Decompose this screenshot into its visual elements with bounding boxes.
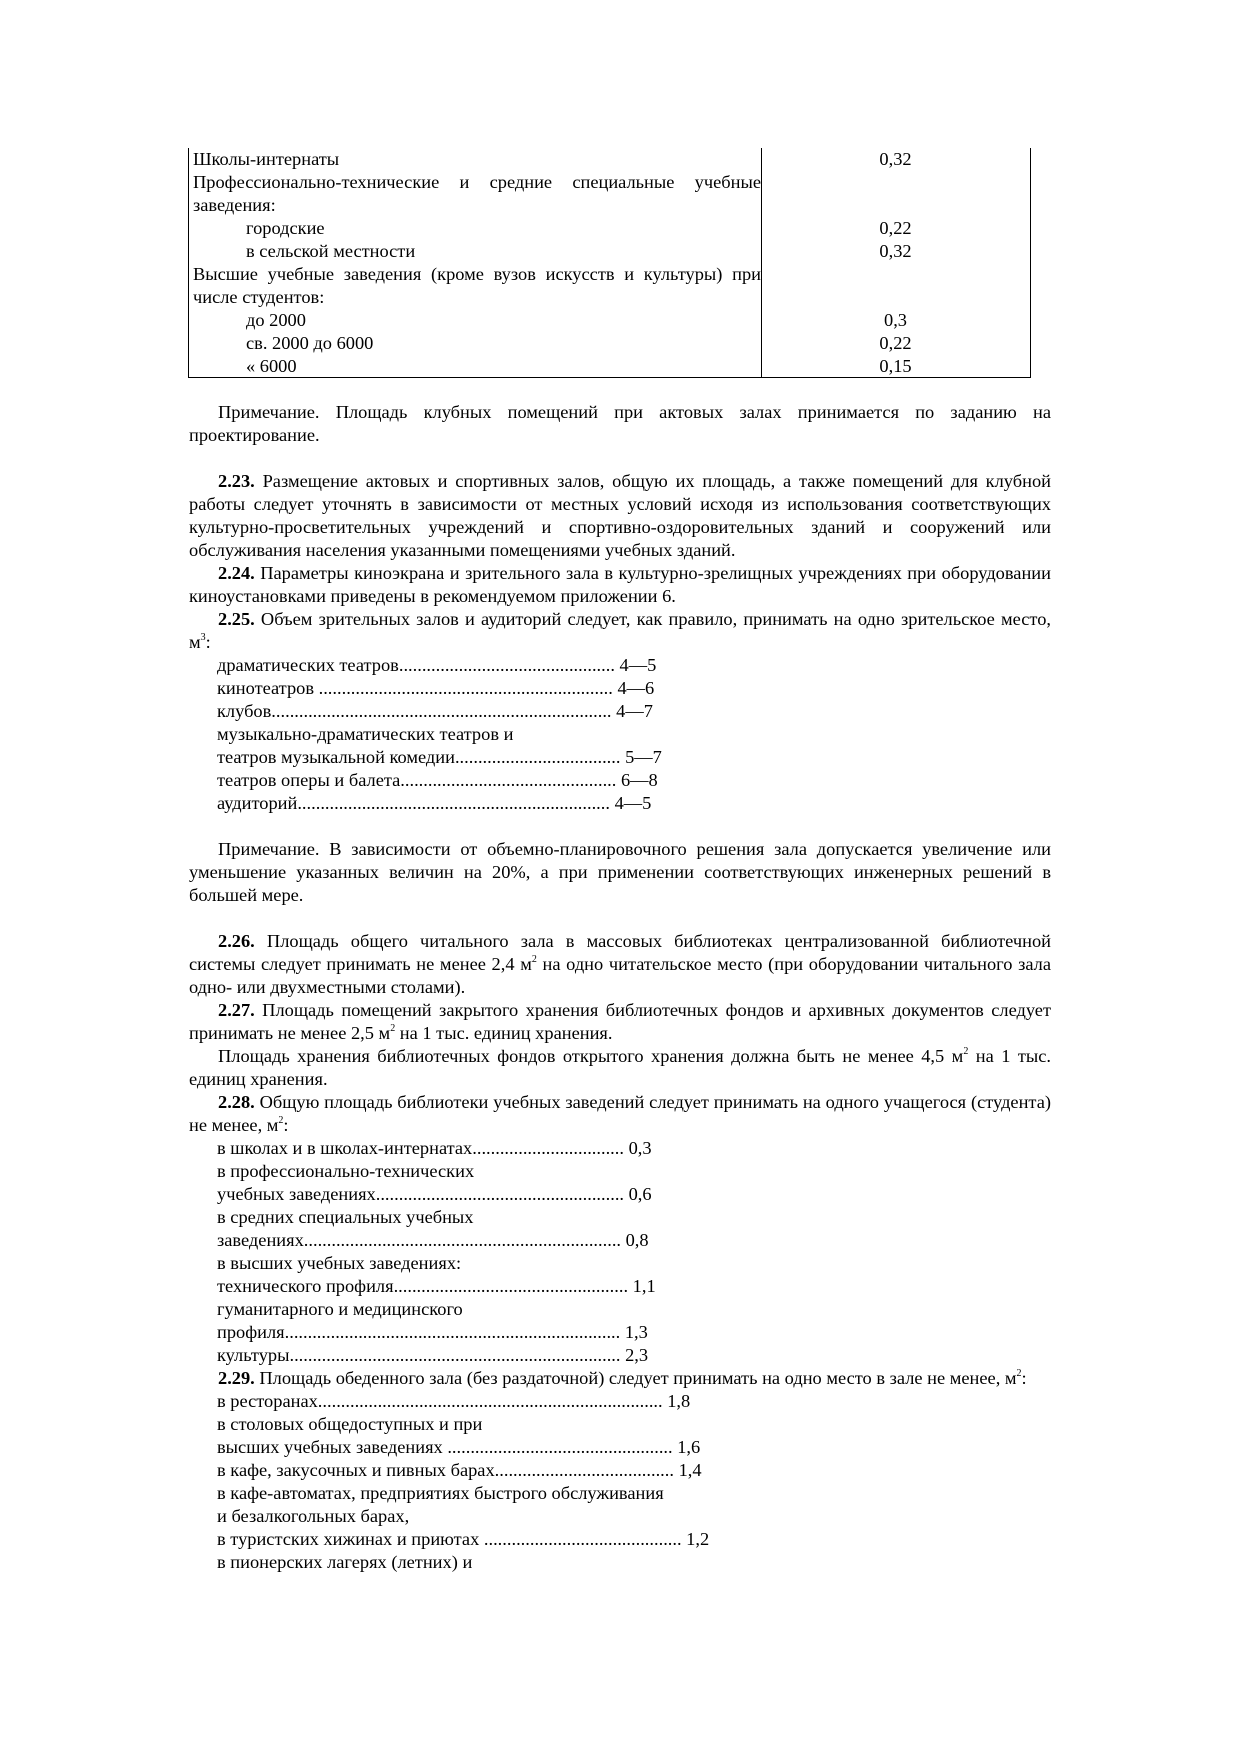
- table-row: [188, 171, 1031, 217]
- superscript: 2: [963, 1045, 969, 1057]
- clause-number: 2.24.: [218, 563, 255, 583]
- table-row: [188, 263, 1031, 309]
- clause-2-27-open-storage: [189, 1045, 1051, 1091]
- clause-2-23: [189, 470, 1051, 562]
- spacer: [189, 907, 1051, 930]
- clause-text: Размещение актовых и спортивных залов, общую их площадь, а также помещений для клубной работы следует уточнять в зависимости от местных условий исходя из использования соответствующих культурно-просветительных учреждений и спортивно-оздоровительных зданий и сооружений или обслуживания населения указанными помещениями учебных зданий.: [189, 471, 1051, 560]
- list-item: учебных заведениях...................................................... 0,6: [217, 1184, 652, 1204]
- list-item: профиля......................................................................... 1,3: [217, 1322, 648, 1342]
- clause-text: Площадь хранения библиотечных фондов открытого хранения должна быть не менее 4,5 м: [218, 1046, 964, 1066]
- clause-text: Объем зрительных залов и аудиторий следует, как правило, принимать на одно зрительское место, м: [189, 609, 1051, 652]
- list-item: музыкально-драматических театров и: [217, 724, 514, 744]
- list-item: в столовых общедоступных и при: [217, 1414, 483, 1434]
- superscript: 3: [200, 631, 206, 643]
- clause-text: на одно читательское место (при оборудовании читального зала одно- или двухместными столами).: [189, 954, 1052, 997]
- list-item: в средних специальных учебных: [217, 1207, 474, 1227]
- list-item: в кафе-автоматах, предприятиях быстрого обслуживания: [217, 1483, 664, 1503]
- list-item: театров музыкальной комедии.................................... 5—7: [217, 747, 662, 767]
- list-item: и безалкогольных барах,: [217, 1506, 410, 1526]
- spacer: [189, 447, 1051, 470]
- table-cell-label: Высшие учебные заведения (кроме вузов искусств и культуры) при числе студентов:: [193, 264, 761, 307]
- list-item: культуры........................................................................ 2,3: [217, 1345, 649, 1365]
- table-row: [188, 240, 1031, 263]
- clause-tail: :: [1021, 1368, 1027, 1388]
- table-cell-label: св. 2000 до 6000: [246, 333, 374, 353]
- clause-text: Площадь общего читального зала в массовых библиотеках централизованной библиотечной системы следует принимать не менее 2,4 м: [189, 931, 1051, 974]
- clause-number: 2.26.: [218, 931, 255, 951]
- library-area-list: [189, 1137, 1051, 1367]
- document-page: [189, 148, 1051, 1574]
- list-item: драматических театров............................................... 4—5: [217, 655, 657, 675]
- table-row: [188, 309, 1031, 332]
- table-cell-label: городские: [246, 218, 325, 238]
- table-cell-label: до 2000: [246, 310, 306, 330]
- list-item: в высших учебных заведениях:: [217, 1253, 462, 1273]
- clause-text: Площадь помещений закрытого хранения библиотечных фондов и архивных документов следует принимать не менее 2,5 м: [189, 1000, 1051, 1043]
- table-cell-value: [761, 171, 1030, 217]
- clause-2-24: [189, 562, 1051, 608]
- table-row: [188, 217, 1031, 240]
- table-cell-label: « 6000: [246, 356, 297, 376]
- table-border-left: [188, 148, 189, 378]
- list-item: гуманитарного и медицинского: [217, 1299, 463, 1319]
- clause-2-27: [189, 999, 1051, 1045]
- table-cell-value: 0,15: [879, 356, 912, 376]
- spacer: [189, 815, 1051, 838]
- list-item: в туристских хижинах и приютах ........................................... 1,2: [217, 1529, 710, 1549]
- list-item: театров оперы и балета............................................... 6—8: [217, 770, 658, 790]
- table-cell-value: 0,32: [879, 149, 912, 169]
- clause-2-29: [189, 1367, 1051, 1390]
- table-cell-value: 0,32: [879, 241, 912, 261]
- clause-number: 2.28.: [218, 1092, 255, 1112]
- clause-2-28: [189, 1091, 1051, 1137]
- clause-tail: :: [283, 1115, 289, 1135]
- table-row: [188, 355, 1031, 378]
- table-border-middle: [761, 148, 762, 378]
- table-row: [188, 148, 1031, 171]
- list-item: высших учебных заведениях ................................................. 1,6: [217, 1437, 701, 1457]
- note-volume-variation: Примечание. В зависимости от объемно-планировочного решения зала допускается увеличение или уменьшение указанных величин на 20%, а при применении соответствующих инженерных решений в большей мере.: [189, 839, 1051, 905]
- list-item: клубов.......................................................................... 4—7: [217, 701, 653, 721]
- list-item: в кафе, закусочных и пивных барах....................................... 1,4: [217, 1460, 702, 1480]
- note-club-area: Примечание. Площадь клубных помещений при актовых залах принимается по заданию на проектирование.: [189, 402, 1051, 445]
- table-cell-value: [761, 263, 1030, 309]
- clause-text: Параметры киноэкрана и зрительного зала в культурно-зрелищных учреждениях при оборудовании киноустановками приведены в рекомендуемом приложении 6.: [189, 563, 1051, 606]
- list-item: в профессионально-технических: [217, 1161, 475, 1181]
- list-item: кинотеатров ................................................................ 4—6: [217, 678, 655, 698]
- list-item: заведениях..................................................................... 0,8: [217, 1230, 649, 1250]
- superscript: 2: [278, 1114, 284, 1126]
- table-cell-label: в сельской местности: [246, 241, 416, 261]
- table-cell-value: 0,22: [879, 218, 912, 238]
- table-border-right: [1030, 148, 1031, 378]
- list-item: в школах и в школах-интернатах................................. 0,3: [217, 1138, 652, 1158]
- clause-text: на 1 тыс. единиц хранения.: [189, 1046, 1051, 1089]
- clause-2-25: [189, 608, 1051, 654]
- list-item: аудиторий.................................................................... 4—5: [217, 793, 652, 813]
- clause-2-26: [189, 930, 1051, 999]
- table-row: [188, 332, 1031, 355]
- table-border-bottom: [188, 377, 1031, 378]
- area-norms-table: [188, 148, 1031, 378]
- list-item: технического профиля................................................... 1,1: [217, 1276, 656, 1296]
- table-cell-value: 0,22: [879, 333, 912, 353]
- clause-number: 2.27.: [218, 1000, 255, 1020]
- clause-text: Площадь обеденного зала (без раздаточной) следует принимать на одно место в зале не менее, м: [254, 1368, 1017, 1388]
- auditorium-volume-list: [189, 654, 1051, 815]
- clause-text: на 1 тыс. единиц хранения.: [395, 1023, 613, 1043]
- table-cell-label: Школы-интернаты: [193, 149, 340, 169]
- clause-number: 2.25.: [218, 609, 255, 629]
- list-item: в пионерских лагерях (летних) и: [217, 1552, 473, 1572]
- spacer: [189, 378, 1051, 401]
- superscript: 2: [390, 1022, 396, 1034]
- table-cell-label: Профессионально-технические и средние специальные учебные заведения:: [193, 172, 761, 215]
- clause-tail: :: [205, 632, 211, 652]
- superscript: 2: [531, 953, 537, 965]
- clause-number: 2.23.: [218, 471, 255, 491]
- table-cell-value: 0,3: [884, 310, 907, 330]
- clause-text: Общую площадь библиотеки учебных заведений следует принимать на одного учащегося (студента) не менее, м: [189, 1092, 1051, 1135]
- list-item: в ресторанах........................................................................... 1,8: [217, 1391, 691, 1411]
- clause-number: 2.29.: [218, 1368, 255, 1388]
- superscript: 2: [1016, 1367, 1022, 1379]
- dining-hall-area-list: [189, 1390, 1051, 1574]
